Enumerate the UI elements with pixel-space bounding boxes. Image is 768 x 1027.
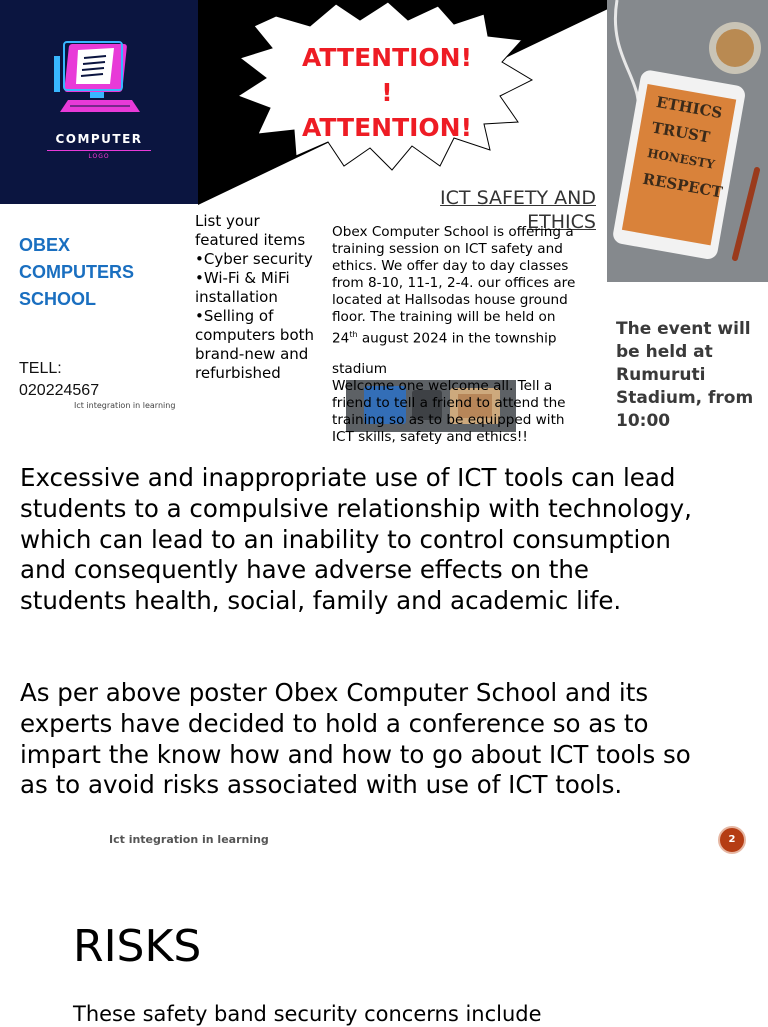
risks-subtitle: These safety band security concerns include bbox=[73, 1002, 542, 1026]
phone-label: TELL: bbox=[19, 360, 62, 377]
logo-subtext: LOGO bbox=[88, 153, 110, 160]
welcome-line: training so as to be equipped with bbox=[332, 412, 565, 428]
welcome-line: ICT skills, safety and ethics!! bbox=[332, 429, 528, 445]
date-rest: august 2024 in the township bbox=[357, 330, 557, 347]
school-name-line: OBEX bbox=[19, 235, 71, 255]
description-line: Obex Computer School is offering a bbox=[332, 224, 574, 240]
ethics-words bbox=[641, 89, 748, 207]
featured-intro: List your featured items bbox=[195, 212, 306, 249]
attention-line-2: ! bbox=[381, 78, 393, 107]
school-name bbox=[19, 232, 134, 313]
date-day: 24 bbox=[332, 330, 350, 347]
description-line: floor. The training will be held on bbox=[332, 309, 556, 325]
welcome-line: friend to tell a friend to attend the bbox=[332, 395, 566, 411]
page-number-badge: 2 bbox=[718, 826, 746, 854]
poster-title: ICT SAFETY AND ETHICS bbox=[440, 187, 596, 233]
featured-item: •Wi-Fi & MiFi installation bbox=[195, 269, 290, 306]
featured-item: •Cyber security bbox=[195, 250, 313, 268]
ethics-word: ETHICS bbox=[654, 92, 724, 123]
slide-footer: Ict integration in learning bbox=[109, 833, 269, 846]
featured-items-list bbox=[195, 212, 315, 432]
logo-divider bbox=[47, 150, 151, 151]
logo-text: COMPUTER bbox=[55, 132, 143, 146]
respect-word: RESPECT bbox=[641, 169, 724, 202]
attention-heading bbox=[262, 40, 512, 145]
risks-heading: RISKS bbox=[73, 921, 202, 972]
description-line: training session on ICT safety and bbox=[332, 241, 563, 257]
poster-footer: Ict integration in learning bbox=[74, 401, 176, 410]
welcome-line: Welcome one welcome all. Tell a bbox=[332, 378, 553, 394]
stadium-line: stadium bbox=[332, 361, 388, 377]
paragraph-conference: As per above poster Obex Computer School and its experts have decided to hold a conference so as to impart the know how and how to go about ICT tools so as to avoid risks associated with use of ICT tools. bbox=[20, 678, 691, 800]
date-line bbox=[332, 326, 596, 348]
description-line: from 8-10, 11-1, 2-4. our offices are bbox=[332, 275, 576, 291]
trust-word: TRUST bbox=[650, 118, 712, 147]
description-line: ethics. We offer day to day classes bbox=[332, 258, 569, 274]
computer-icon bbox=[40, 36, 160, 131]
event-poster bbox=[0, 0, 768, 445]
school-name-line: SCHOOL bbox=[19, 289, 97, 309]
welcome-message bbox=[332, 361, 596, 446]
phone-number: 020224567 bbox=[19, 382, 100, 399]
ethics-tablet-photo bbox=[607, 0, 768, 282]
honesty-word: HONESTY bbox=[646, 146, 716, 172]
computer-logo bbox=[0, 0, 198, 204]
paragraph-ict-risks: Excessive and inappropriate use of ICT tools can lead students to a compulsive relationship with technology, which can lead to an inability to control consumption and consequently have adverse effects on the students health, social, family and academic life. bbox=[20, 463, 692, 616]
date-suffix: th bbox=[349, 330, 358, 339]
poster-description bbox=[332, 224, 596, 348]
event-details: The event will be held at Rumuruti Stadium, from 10:00 bbox=[616, 319, 754, 431]
school-name-line: COMPUTERS bbox=[19, 262, 135, 282]
featured-item: •Selling of computers both brand-new and refurbished bbox=[195, 307, 315, 382]
attention-line-1: ATTENTION! bbox=[301, 43, 473, 72]
attention-line-3: ATTENTION! bbox=[301, 113, 473, 142]
description-line: located at Hallsodas house ground bbox=[332, 292, 568, 308]
